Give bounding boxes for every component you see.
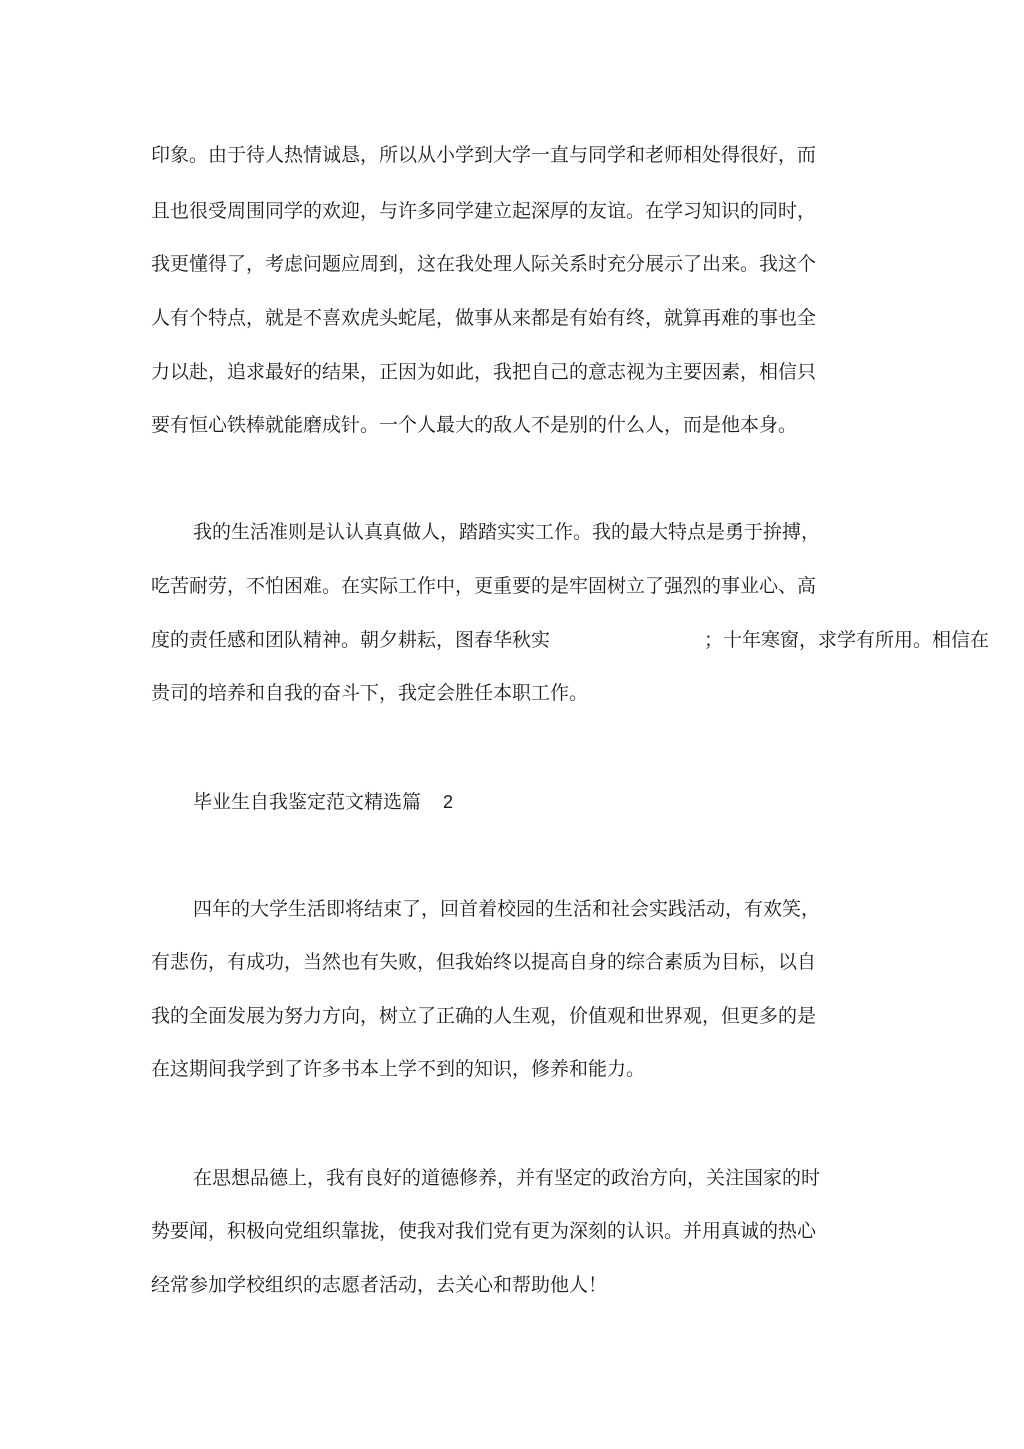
paragraph-2-line-4: 贵司的培养和自我的奋斗下，我定会胜任本职工作。 [151, 682, 589, 704]
paragraph-4-line-1: 在思想品德上，我有良好的道德修养，并有坚定的政治方向，关注国家的时 [193, 1167, 821, 1189]
paragraph-3-line-1: 四年的大学生活即将结束了，回首着校园的生活和社会实践活动，有欢笑， [193, 898, 821, 920]
paragraph-3-line-2: 有悲伤，有成功，当然也有失败，但我始终以提高自身的综合素质为目标，以自 [151, 951, 817, 973]
section-heading-text: 毕业生自我鉴定范文精选篇 [193, 791, 422, 813]
paragraph-3-line-4: 在这期间我学到了许多书本上学不到的知识，修养和能力。 [151, 1058, 646, 1080]
paragraph-2-line-1: 我的生活准则是认认真真做人，踏踏实实工作。我的最大特点是勇于拚搏， [193, 521, 821, 543]
paragraph-2-line-3-left: 度的责任感和团队精神。朝夕耕耘，图春华秋实 [151, 629, 551, 651]
paragraph-4-line-2: 势要闻，积极向党组织靠拢，使我对我们党有更为深刻的认识。并用真诚的热心 [151, 1220, 817, 1242]
paragraph-1-line-5: 力以赴，追求最好的结果，正因为如此，我把自己的意志视为主要因素，相信只 [151, 361, 817, 383]
paragraph-1-line-1: 印象。由于待人热情诚恳，所以从小学到大学一直与同学和老师相处得很好，而 [151, 144, 817, 166]
paragraph-1-line-4: 人有个特点，就是不喜欢虎头蛇尾，做事从来都是有始有终，就算再难的事也全 [151, 307, 817, 329]
section-heading [193, 790, 453, 814]
section-heading-number: 2 [443, 792, 454, 812]
paragraph-4-line-3: 经常参加学校组织的志愿者活动，去关心和帮助他人！ [151, 1274, 608, 1296]
paragraph-3-line-3: 我的全面发展为努力方向，树立了正确的人生观，价值观和世界观，但更多的是 [151, 1005, 817, 1027]
paragraph-2-line-3 [151, 628, 990, 652]
paragraph-1-line-6: 要有恒心铁棒就能磨成针。一个人最大的敌人不是别的什么人，而是他本身。 [151, 414, 798, 436]
paragraph-2-line-3-right: ；十年寒窗，求学有所用。相信在 [704, 629, 990, 651]
paragraph-1-line-3: 我更懂得了，考虑问题应周到，这在我处理人际关系时充分展示了出来。我这个 [151, 253, 817, 275]
paragraph-2-line-2: 吃苦耐劳，不怕困难。在实际工作中，更重要的是牢固树立了强烈的事业心、高 [151, 575, 817, 597]
paragraph-1-line-2: 且也很受周围同学的欢迎，与许多同学建立起深厚的友谊。在学习知识的同时， [151, 200, 817, 222]
